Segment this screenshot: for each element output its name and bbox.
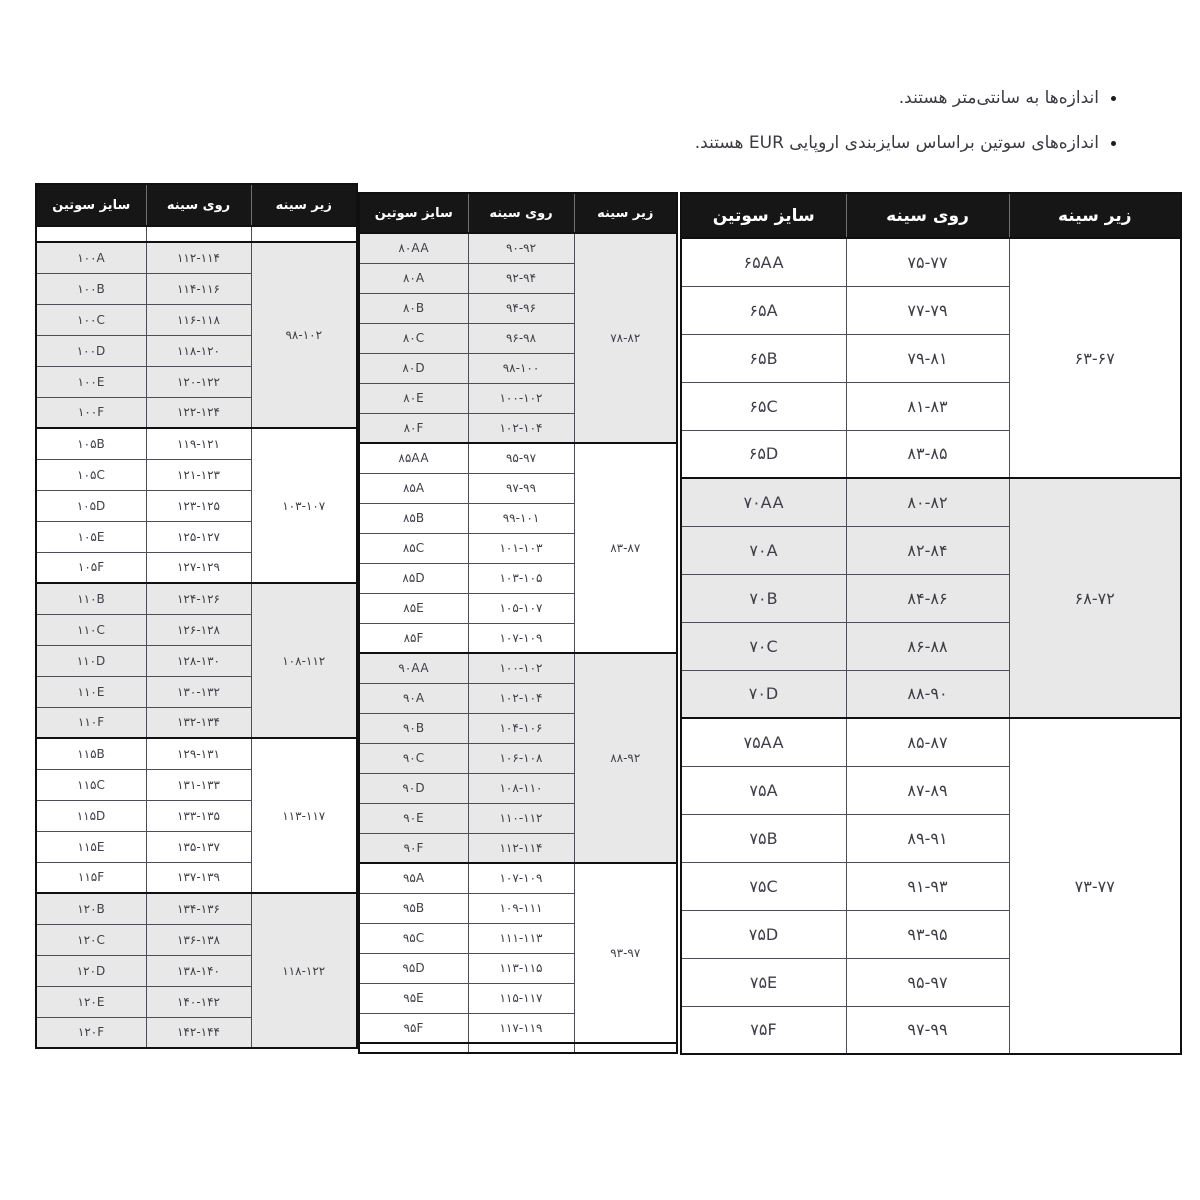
over-bust-cell: ۱۰۵-۱۰۷ [468, 593, 574, 623]
under-bust-cell: ۱۱۸-۱۲۲ [251, 893, 357, 1048]
bra-size-cell: ۶۵A [681, 286, 846, 334]
note-text: اندازه‌های سوتین براساس سایزبندی اروپایی EUR هستند. [694, 133, 1099, 153]
over-bust-header: روی سینه [146, 184, 251, 226]
header-row [681, 193, 1181, 238]
bra-size-cell: ۹۵D [359, 953, 468, 983]
note-text: اندازه‌ها به سانتی‌متر هستند. [898, 88, 1099, 108]
bra-size-header: سایز سوتین [36, 184, 146, 226]
notes-list [695, 88, 1116, 153]
bra-size-cell: ۷۰B [681, 574, 846, 622]
bra-size-cell: ۱۱۰F [36, 707, 146, 738]
over-bust-cell: ۱۳۰-۱۳۲ [146, 676, 251, 707]
over-bust-cell: ۸۴-۸۶ [846, 574, 1009, 622]
size-row [359, 653, 677, 683]
over-bust-cell: ۱۱۴-۱۱۶ [146, 273, 251, 304]
over-bust-cell: ۱۱۶-۱۱۸ [146, 304, 251, 335]
bra-size-cell: ۸۵C [359, 533, 468, 563]
size-row [36, 893, 357, 924]
bra-size-cell: ۸۵F [359, 623, 468, 653]
over-bust-cell: ۱۱۸-۱۲۰ [146, 335, 251, 366]
bullet-icon [1111, 141, 1116, 146]
note-item-eur-sizing [695, 133, 1116, 153]
bra-size-cell: ۸۰C [359, 323, 468, 353]
over-bust-cell: ۱۰۲-۱۰۴ [468, 413, 574, 443]
bra-size-cell: ۱۰۵B [36, 428, 146, 459]
bra-size-cell: ۹۵E [359, 983, 468, 1013]
over-bust-cell: ۱۳۸-۱۴۰ [146, 955, 251, 986]
bra-size-cell: ۱۰۰E [36, 366, 146, 397]
size-row [359, 863, 677, 893]
bra-size-cell: ۱۲۰B [36, 893, 146, 924]
over-bust-cell: ۱۲۹-۱۳۱ [146, 738, 251, 769]
over-bust-cell: ۱۳۱-۱۳۳ [146, 769, 251, 800]
bra-size-cell: ۹۵F [359, 1013, 468, 1043]
partial-row [359, 1043, 677, 1053]
over-bust-cell: ۱۰۹-۱۱۱ [468, 893, 574, 923]
bra-size-cell: ۹۰F [359, 833, 468, 863]
size-row [681, 478, 1181, 526]
over-bust-cell: ۱۰۴-۱۰۶ [468, 713, 574, 743]
over-bust-cell: ۹۷-۹۹ [468, 473, 574, 503]
under-bust-cell: ۶۳-۶۷ [1009, 238, 1181, 478]
over-bust-cell: ۸۰-۸۲ [846, 478, 1009, 526]
bra-size-cell: ۹۵B [359, 893, 468, 923]
over-bust-cell: ۱۰۷-۱۰۹ [468, 863, 574, 893]
over-bust-cell: ۱۲۳-۱۲۵ [146, 490, 251, 521]
empty-row [36, 226, 357, 242]
under-bust-cell: ۷۸-۸۲ [574, 233, 677, 443]
bra-size-cell: ۹۵A [359, 863, 468, 893]
under-bust-cell: ۷۳-۷۷ [1009, 718, 1181, 1054]
bra-size-cell: ۹۰E [359, 803, 468, 833]
under-bust-header: زیر سینه [574, 193, 677, 233]
size-row [681, 718, 1181, 766]
bra-size-cell: ۸۰D [359, 353, 468, 383]
over-bust-cell: ۱۰۸-۱۱۰ [468, 773, 574, 803]
over-bust-cell: ۹۵-۹۷ [468, 443, 574, 473]
over-bust-cell: ۱۲۲-۱۲۴ [146, 397, 251, 428]
bra-size-cell: ۱۱۰D [36, 645, 146, 676]
over-bust-cell: ۱۳۷-۱۳۹ [146, 862, 251, 893]
bra-size-cell: ۹۰A [359, 683, 468, 713]
size-row [36, 738, 357, 769]
over-bust-cell: ۱۰۱-۱۰۳ [468, 533, 574, 563]
over-bust-cell: ۹۰-۹۲ [468, 233, 574, 263]
size-table-100-120 [35, 183, 356, 1049]
empty-cell [468, 1043, 574, 1053]
over-bust-cell: ۸۳-۸۵ [846, 430, 1009, 478]
over-bust-cell: ۱۴۰-۱۴۲ [146, 986, 251, 1017]
bra-size-cell: ۱۱۰E [36, 676, 146, 707]
bra-size-cell: ۱۰۰B [36, 273, 146, 304]
size-table-65-75 [680, 192, 1180, 1055]
over-bust-cell: ۱۱۲-۱۱۴ [468, 833, 574, 863]
bra-size-cell: ۱۲۰E [36, 986, 146, 1017]
bra-size-cell: ۸۵AA [359, 443, 468, 473]
over-bust-cell: ۷۵-۷۷ [846, 238, 1009, 286]
bra-size-cell: ۹۵C [359, 923, 468, 953]
over-bust-cell: ۹۸-۱۰۰ [468, 353, 574, 383]
under-bust-cell: ۸۸-۹۲ [574, 653, 677, 863]
bra-size-cell: ۱۱۵B [36, 738, 146, 769]
over-bust-header: روی سینه [846, 193, 1009, 238]
over-bust-cell: ۹۴-۹۶ [468, 293, 574, 323]
over-bust-cell: ۱۱۷-۱۱۹ [468, 1013, 574, 1043]
over-bust-cell: ۸۷-۸۹ [846, 766, 1009, 814]
header-row [359, 193, 677, 233]
over-bust-cell: ۱۲۸-۱۳۰ [146, 645, 251, 676]
bra-size-cell: ۷۵E [681, 958, 846, 1006]
over-bust-cell: ۱۱۰-۱۱۲ [468, 803, 574, 833]
bra-size-cell: ۱۰۰D [36, 335, 146, 366]
under-bust-cell: ۸۳-۸۷ [574, 443, 677, 653]
bra-size-cell: ۱۱۵E [36, 831, 146, 862]
bra-size-cell: ۷۵AA [681, 718, 846, 766]
size-row [36, 242, 357, 273]
bra-size-cell: ۱۰۰F [36, 397, 146, 428]
bra-size-cell: ۷۵D [681, 910, 846, 958]
bra-size-cell: ۱۲۰D [36, 955, 146, 986]
empty-cell [251, 226, 357, 242]
bra-size-cell: ۷۰A [681, 526, 846, 574]
bra-size-cell: ۸۰B [359, 293, 468, 323]
over-bust-cell: ۱۲۶-۱۲۸ [146, 614, 251, 645]
bra-size-cell: ۷۰AA [681, 478, 846, 526]
bra-size-cell: ۱۰۵C [36, 459, 146, 490]
bra-size-cell: ۶۵D [681, 430, 846, 478]
bra-size-cell: ۸۵D [359, 563, 468, 593]
bra-size-cell: ۱۱۵C [36, 769, 146, 800]
bra-size-cell: ۶۵AA [681, 238, 846, 286]
bra-size-cell: ۱۱۰C [36, 614, 146, 645]
bra-size-cell: ۱۰۰C [36, 304, 146, 335]
over-bust-cell: ۹۵-۹۷ [846, 958, 1009, 1006]
bra-size-cell: ۸۵B [359, 503, 468, 533]
bra-size-cell: ۹۰B [359, 713, 468, 743]
size-row [36, 428, 357, 459]
over-bust-cell: ۱۳۲-۱۳۴ [146, 707, 251, 738]
bra-size-cell: ۷۵F [681, 1006, 846, 1054]
over-bust-cell: ۱۳۵-۱۳۷ [146, 831, 251, 862]
empty-cell [574, 1043, 677, 1053]
over-bust-cell: ۹۷-۹۹ [846, 1006, 1009, 1054]
size-table-65-75-table [680, 192, 1182, 1055]
bra-size-cell: ۱۰۵E [36, 521, 146, 552]
over-bust-header: روی سینه [468, 193, 574, 233]
under-bust-cell: ۱۱۳-۱۱۷ [251, 738, 357, 893]
size-row [359, 233, 677, 263]
over-bust-cell: ۷۹-۸۱ [846, 334, 1009, 382]
over-bust-cell: ۱۰۶-۱۰۸ [468, 743, 574, 773]
over-bust-cell: ۸۱-۸۳ [846, 382, 1009, 430]
bra-size-cell: ۶۵C [681, 382, 846, 430]
bra-size-cell: ۸۰F [359, 413, 468, 443]
bra-size-cell: ۷۰C [681, 622, 846, 670]
bra-size-cell: ۹۰C [359, 743, 468, 773]
bra-size-cell: ۷۵B [681, 814, 846, 862]
bra-size-header: سایز سوتین [681, 193, 846, 238]
bullet-icon [1111, 96, 1116, 101]
bra-size-cell: ۹۰D [359, 773, 468, 803]
bra-size-cell: ۱۲۰F [36, 1017, 146, 1048]
over-bust-cell: ۱۲۴-۱۲۶ [146, 583, 251, 614]
over-bust-cell: ۱۴۲-۱۴۴ [146, 1017, 251, 1048]
over-bust-cell: ۱۳۶-۱۳۸ [146, 924, 251, 955]
size-row [681, 238, 1181, 286]
size-table-80-95 [358, 192, 676, 1054]
under-bust-cell: ۱۰۳-۱۰۷ [251, 428, 357, 583]
over-bust-cell: ۸۸-۹۰ [846, 670, 1009, 718]
note-item-cm-unit [695, 88, 1116, 108]
over-bust-cell: ۸۲-۸۴ [846, 526, 1009, 574]
over-bust-cell: ۸۹-۹۱ [846, 814, 1009, 862]
under-bust-cell: ۶۸-۷۲ [1009, 478, 1181, 718]
under-bust-header: زیر سینه [1009, 193, 1181, 238]
over-bust-cell: ۱۱۹-۱۲۱ [146, 428, 251, 459]
over-bust-cell: ۱۲۵-۱۲۷ [146, 521, 251, 552]
over-bust-cell: ۹۱-۹۳ [846, 862, 1009, 910]
under-bust-cell: ۹۳-۹۷ [574, 863, 677, 1043]
over-bust-cell: ۱۰۳-۱۰۵ [468, 563, 574, 593]
over-bust-cell: ۹۳-۹۵ [846, 910, 1009, 958]
over-bust-cell: ۱۲۱-۱۲۳ [146, 459, 251, 490]
under-bust-cell: ۱۰۸-۱۱۲ [251, 583, 357, 738]
bra-size-cell: ۷۰D [681, 670, 846, 718]
over-bust-cell: ۱۱۱-۱۱۳ [468, 923, 574, 953]
under-bust-header: زیر سینه [251, 184, 357, 226]
over-bust-cell: ۷۷-۷۹ [846, 286, 1009, 334]
over-bust-cell: ۸۵-۸۷ [846, 718, 1009, 766]
bra-size-cell: ۱۰۵F [36, 552, 146, 583]
over-bust-cell: ۱۳۴-۱۳۶ [146, 893, 251, 924]
empty-cell [359, 1043, 468, 1053]
bra-size-cell: ۷۵C [681, 862, 846, 910]
empty-cell [36, 226, 146, 242]
over-bust-cell: ۱۰۲-۱۰۴ [468, 683, 574, 713]
over-bust-cell: ۱۱۳-۱۱۵ [468, 953, 574, 983]
bra-size-cell: ۱۰۵D [36, 490, 146, 521]
under-bust-cell: ۹۸-۱۰۲ [251, 242, 357, 428]
bra-size-header: سایز سوتین [359, 193, 468, 233]
over-bust-cell: ۱۱۲-۱۱۴ [146, 242, 251, 273]
bra-size-cell: ۱۱۰B [36, 583, 146, 614]
bra-size-cell: ۱۱۵F [36, 862, 146, 893]
bra-size-cell: ۱۰۰A [36, 242, 146, 273]
empty-cell [146, 226, 251, 242]
bra-size-cell: ۸۰A [359, 263, 468, 293]
over-bust-cell: ۱۱۵-۱۱۷ [468, 983, 574, 1013]
bra-size-cell: ۶۵B [681, 334, 846, 382]
over-bust-cell: ۱۰۰-۱۰۲ [468, 383, 574, 413]
size-table-100-120-table [35, 183, 358, 1049]
bra-size-cell: ۸۵E [359, 593, 468, 623]
bra-size-cell: ۸۰AA [359, 233, 468, 263]
bra-size-cell: ۷۵A [681, 766, 846, 814]
bra-size-cell: ۱۱۵D [36, 800, 146, 831]
over-bust-cell: ۱۲۷-۱۲۹ [146, 552, 251, 583]
over-bust-cell: ۹۲-۹۴ [468, 263, 574, 293]
size-row [359, 443, 677, 473]
over-bust-cell: ۹۹-۱۰۱ [468, 503, 574, 533]
bra-size-cell: ۹۰AA [359, 653, 468, 683]
over-bust-cell: ۹۶-۹۸ [468, 323, 574, 353]
over-bust-cell: ۱۰۷-۱۰۹ [468, 623, 574, 653]
bra-size-cell: ۸۰E [359, 383, 468, 413]
bra-size-cell: ۱۲۰C [36, 924, 146, 955]
header-row [36, 184, 357, 226]
over-bust-cell: ۱۰۰-۱۰۲ [468, 653, 574, 683]
size-row [36, 583, 357, 614]
size-table-80-95-table [358, 192, 678, 1054]
over-bust-cell: ۸۶-۸۸ [846, 622, 1009, 670]
over-bust-cell: ۱۲۰-۱۲۲ [146, 366, 251, 397]
bra-size-cell: ۸۵A [359, 473, 468, 503]
over-bust-cell: ۱۳۳-۱۳۵ [146, 800, 251, 831]
